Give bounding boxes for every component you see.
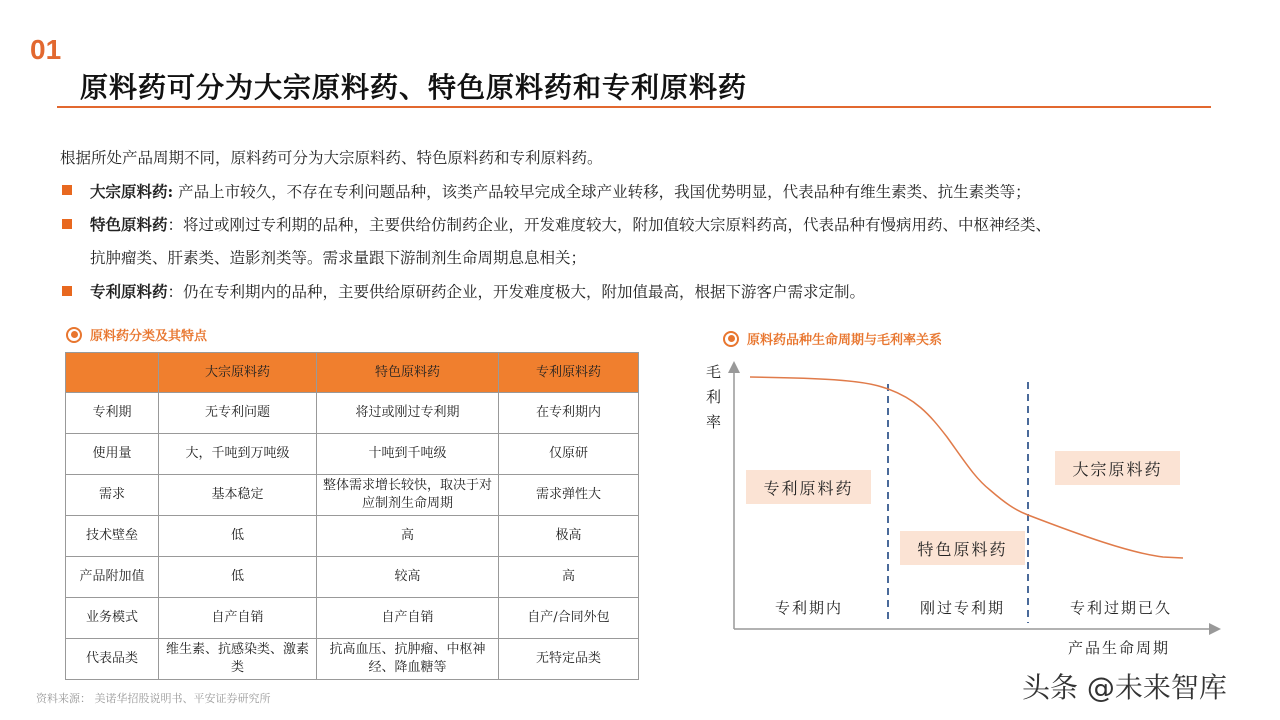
column-header: 特色原料药: [317, 353, 499, 393]
table-cell: 大，千吨到万吨级: [159, 434, 317, 475]
page-title: 原料药可分为大宗原料药、特色原料药和专利原料药: [80, 71, 748, 104]
table-cell: 自产自销: [159, 598, 317, 639]
row-header: 产品附加值: [66, 557, 159, 598]
intro-text: 根据所处产品周期不同，原料药可分为大宗原料药、特色原料药和专利原料药。: [60, 149, 603, 167]
table-cell: 将过或刚过专利期: [317, 393, 499, 434]
watermark: 头条 @未来智库: [1022, 671, 1227, 704]
table-cell: 较高: [317, 557, 499, 598]
table-heading-text: 原料药分类及其特点: [90, 329, 208, 344]
source-note: 资料来源： 美诺华招股说明书、平安证券研究所: [36, 692, 271, 705]
table-cell: 高: [499, 557, 639, 598]
bullet-text: 产品上市较久，不存在专利问题品种，该类产品较早完成全球产业转移，我国优势明显，代表品种有维生素类、抗生素类等；: [173, 183, 1031, 201]
row-header: 技术壁垒: [66, 516, 159, 557]
table-cell: 无特定品类: [499, 639, 639, 680]
box-bulk-api: 大宗原料药: [1055, 451, 1180, 485]
bullet-text: ：将过或刚过专利期的品种，主要供给仿制药企业，开发难度较大，附加值较大宗原料药高，代表品种有慢病用药、中枢神经类、: [167, 216, 1052, 234]
phase-label: 专利期内: [775, 599, 844, 617]
table-cell: 自产/合同外包: [499, 598, 639, 639]
table-cell: 在专利期内: [499, 393, 639, 434]
table-cell: 低: [159, 516, 317, 557]
row-header: 代表品类: [66, 639, 159, 680]
box-patent-api: 专利原料药: [746, 470, 871, 504]
bullet-term: 特色原料药: [90, 215, 168, 234]
table-cell: 十吨到千吨级: [317, 434, 499, 475]
bullet-specialty-cont: 抗肿瘤类、肝素类、造影剂类等。需求量跟下游制剂生命周期息息相关；: [90, 249, 587, 267]
bullet-text: ：仍在专利期内的品种，主要供给原研药企业，开发难度极大，附加值最高，根据下游客户需求定制。: [167, 283, 866, 301]
table-cell: 维生素、抗感染类、激素类: [159, 639, 317, 680]
bullet-term: 专利原料药: [90, 282, 168, 301]
table-cell: 高: [317, 516, 499, 557]
table-cell: 仅原研: [499, 434, 639, 475]
section-number: 01: [30, 34, 62, 65]
table-cell: 抗高血压、抗肿瘤、中枢神经、降血糖等: [317, 639, 499, 680]
table-cell: 整体需求增长较快，取决于对应制剂生命周期: [317, 475, 499, 516]
column-header: 大宗原料药: [159, 353, 317, 393]
row-header: 使用量: [66, 434, 159, 475]
bullet-term: 大宗原料药:: [90, 182, 174, 201]
row-header: 专利期: [66, 393, 159, 434]
y-axis-label: 毛利率: [706, 363, 722, 431]
table-cell: 无专利问题: [159, 393, 317, 434]
phase-label: 专利过期已久: [1070, 599, 1173, 617]
table-cell: 基本稳定: [159, 475, 317, 516]
table-cell: 自产自销: [317, 598, 499, 639]
table-cell: 极高: [499, 516, 639, 557]
table-cell: 需求弹性大: [499, 475, 639, 516]
column-header: 专利原料药: [499, 353, 639, 393]
row-header: 需求: [66, 475, 159, 516]
row-header: 业务模式: [66, 598, 159, 639]
x-axis-label: 产品生命周期: [1068, 639, 1171, 657]
phase-label: 刚过专利期: [920, 599, 1006, 617]
table-cell: 低: [159, 557, 317, 598]
box-specialty-api: 特色原料药: [900, 531, 1025, 565]
diagram-heading-text: 原料药品种生命周期与毛利率关系: [747, 333, 943, 348]
